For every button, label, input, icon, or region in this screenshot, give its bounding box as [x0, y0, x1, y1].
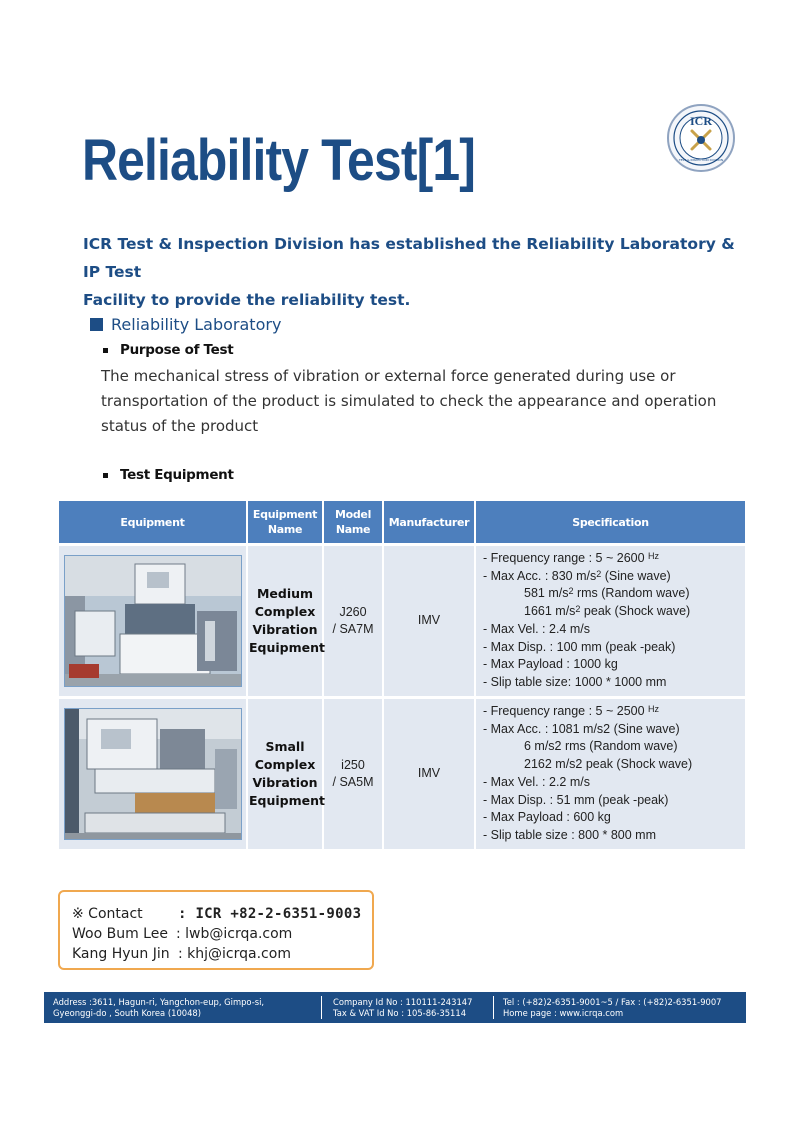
footer-contact: [503, 997, 722, 1019]
spec-slip-table: - Slip table size : 800 * 800 mm: [483, 827, 656, 842]
header-equipment-name: [247, 501, 323, 545]
medium-vibration-equipment-photo: [64, 555, 242, 687]
header-model-name: [323, 501, 383, 545]
header-equipment: Equipment: [59, 501, 247, 545]
spec-displacement: - Max Disp. : 100 mm (peak -peak): [483, 639, 676, 654]
spec-frequency: - Frequency range : 5 ~ 2600 $^{Hz}$: [483, 551, 660, 565]
equipment-table: [59, 501, 745, 849]
equipment-name-line: Complex: [254, 756, 316, 772]
footer-company-id: Company Id No : 110111-243147: [333, 997, 473, 1007]
spec-velocity: - Max Vel. : 2.4 m/s: [483, 621, 590, 636]
specification-cell: [475, 697, 745, 849]
footer-homepage[interactable]: Home page : www.icrqa.com: [503, 1008, 624, 1018]
model-name-cell: [323, 545, 383, 698]
page-title: Reliability Test[1]: [82, 128, 475, 193]
specification-cell: [475, 545, 745, 698]
footer-company-ids: [333, 997, 472, 1019]
section-heading: [90, 315, 281, 334]
purpose-line-2: transportation of the product is simulated to check the appearance and operation: [101, 392, 717, 410]
footer-tax-id: Tax & VAT Id No : 105-86-35114: [333, 1008, 467, 1018]
contact-phone[interactable]: : ICR +82-2-6351-9003: [178, 906, 362, 922]
spec-peak: 1661 $m/s^2$ peak (Shock wave): [524, 604, 691, 619]
intro-line-2: Facility to provide the reliability test.: [83, 291, 411, 309]
contact-person-name: Woo Bum Lee: [72, 926, 168, 942]
equipment-label: Test Equipment: [120, 467, 234, 483]
manufacturer-cell: IMV: [383, 697, 475, 849]
logo-ring-text: TEST & INSPECTION DIVISION: [678, 158, 724, 162]
bullet-icon: [103, 473, 108, 478]
footer-address: [53, 997, 264, 1019]
equipment-name-line: Small: [265, 738, 305, 754]
contact-person-email[interactable]: : lwb@icrqa.com: [176, 926, 293, 942]
model-line: / SA7M: [332, 621, 374, 636]
bullet-icon: [103, 348, 108, 353]
purpose-line-1: The mechanical stress of vibration or external force generated during use or: [101, 367, 676, 385]
contact-person-email[interactable]: : khj@icrqa.com: [178, 946, 291, 962]
equipment-photo-cell: [59, 545, 247, 698]
header-model-line-2: Name: [335, 523, 371, 536]
purpose-label: Purpose of Test: [120, 342, 234, 358]
intro-text: [83, 230, 743, 314]
small-vibration-equipment-photo: [64, 708, 242, 840]
spec-payload: - Max Payload : 600 kg: [483, 810, 611, 825]
table-row: [59, 697, 745, 849]
spec-peak: 2162 m/s2 peak (Shock wave): [524, 757, 693, 772]
logo-text: ICR: [689, 114, 713, 128]
contact-label: ※ Contact: [72, 906, 143, 922]
footer-divider: [493, 996, 494, 1019]
equipment-name-line: Equipment: [249, 792, 325, 808]
contact-person-row: [72, 924, 372, 944]
equipment-name-line: Vibration: [252, 621, 318, 637]
icr-logo: [666, 103, 736, 173]
square-bullet-icon: [90, 318, 103, 331]
model-line: / SA5M: [332, 774, 374, 789]
contact-box: [58, 890, 374, 970]
footer-address-line: Gyeonggi-do , South Korea (10048): [53, 1008, 202, 1018]
model-line: i250: [341, 757, 365, 772]
footer-divider: [321, 996, 322, 1019]
header-specification: Specification: [475, 501, 745, 545]
contact-main-row: [72, 904, 372, 924]
manufacturer-cell: IMV: [383, 545, 475, 698]
spec-rms: 581 $m/s^2$ rms (Random wave): [524, 586, 690, 601]
purpose-heading: [103, 342, 233, 358]
spec-acceleration: - Max Acc. : 1081 m/s2 (Sine wave): [483, 721, 680, 736]
equipment-photo-cell: [59, 697, 247, 849]
table-row: [59, 545, 745, 698]
equipment-heading: [103, 467, 234, 483]
equipment-name-line: Vibration: [252, 774, 318, 790]
header-model-line-1: Model: [334, 508, 372, 521]
contact-person-name: Kang Hyun Jin: [72, 946, 170, 962]
spec-acceleration: - Max Acc. : 830 $m/s^2$ (Sine wave): [483, 568, 671, 583]
equipment-name-line: Medium: [256, 585, 314, 601]
equipment-name-line: Complex: [254, 603, 316, 619]
spec-velocity: - Max Vel. : 2.2 m/s: [483, 774, 590, 789]
header-manufacturer: Manufacturer: [383, 501, 475, 545]
intro-line-1: ICR Test & Inspection Division has established the Reliability Laboratory & IP Test: [83, 235, 735, 281]
purpose-text: [101, 364, 741, 439]
equipment-name-cell: [247, 545, 323, 698]
header-name-line-1: Equipment: [252, 508, 318, 521]
footer-address-line: Address :3611, Hagun-ri, Yangchon-eup, Gimpo-si,: [53, 997, 265, 1007]
section-title: Reliability Laboratory: [111, 315, 282, 334]
spec-rms: 6 m/s2 rms (Random wave): [524, 739, 678, 754]
table-header-row: [59, 501, 745, 545]
spec-frequency: - Frequency range : 5 ~ 2500 $^{Hz}$: [483, 704, 660, 719]
header-name-line-2: Name: [267, 523, 303, 536]
purpose-line-3: status of the product: [101, 417, 259, 435]
contact-person-row: [72, 944, 372, 964]
equipment-name-cell: [247, 697, 323, 849]
model-line: J260: [339, 604, 367, 619]
footer-tel-fax: Tel : (+82)2-6351-9001~5 / Fax : (+82)2-6351-9007: [503, 997, 722, 1007]
spec-displacement: - Max Disp. : 51 mm (peak -peak): [483, 792, 669, 807]
spec-payload: - Max Payload : 1000 kg: [483, 657, 618, 672]
spec-slip-table: - Slip table size: 1000 * 1000 mm: [483, 674, 667, 689]
equipment-name-line: Equipment: [249, 639, 325, 655]
page-footer: [44, 992, 746, 1023]
model-name-cell: [323, 697, 383, 849]
